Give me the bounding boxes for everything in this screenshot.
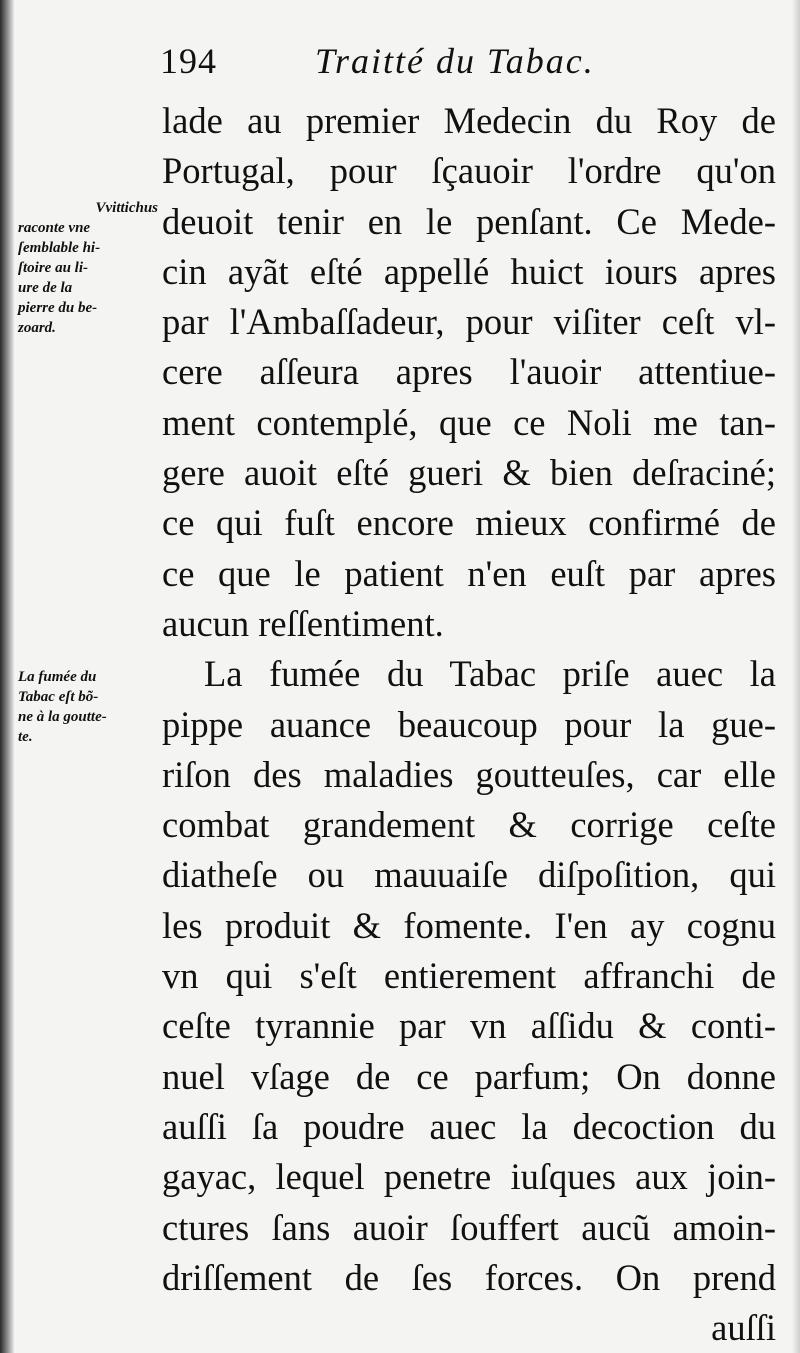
text-line: Portugal, pour ſçauoir l'ordre qu'on xyxy=(162,150,776,192)
margin-note-line: pierre du be- xyxy=(18,300,98,316)
page-header xyxy=(160,40,780,90)
page-number: 194 xyxy=(160,41,217,81)
text-line: pippe auance beaucoup pour la gue- xyxy=(162,703,776,745)
margin-note-line: ne à la goutte- xyxy=(18,709,107,725)
text-line: vn qui s'eſt entierement affranchi de xyxy=(162,955,776,997)
text-line: auſſi ſa poudre auec la decoction du xyxy=(162,1105,776,1147)
margin-note-line: Tabac eſt bõ- xyxy=(18,689,99,705)
page-edge xyxy=(792,0,800,1353)
text-line: par l'Ambaſſadeur, pour viſiter ceſt vl- xyxy=(162,301,776,343)
body-text xyxy=(162,96,776,1353)
running-title: Traitté du Tabac. xyxy=(315,41,595,81)
paragraph-start-line: La fumée du Tabac priſe auec la xyxy=(204,653,776,695)
page-gutter xyxy=(0,0,14,1353)
margin-note-line: La fumée du xyxy=(18,669,97,685)
text-line: nuel vſage de ce parfum; On donne xyxy=(162,1055,776,1097)
margin-note-line: ſtoire au li- xyxy=(18,260,88,276)
text-line: aucun reſſentiment. xyxy=(162,602,444,644)
margin-note-wittichius xyxy=(18,198,158,338)
margin-note-line: Vvittichus xyxy=(95,200,158,216)
text-line: combat grandement & corrige ceſte xyxy=(162,804,776,846)
text-line: riſon des maladies goutteuſes, car elle xyxy=(162,753,776,795)
text-line: driſſement de ſes forces. On prend xyxy=(162,1256,776,1298)
text-line: cin ayãt eſté appellé huict iours apres xyxy=(162,250,776,292)
text-line: diatheſe ou mauuaiſe diſpoſition, qui xyxy=(162,854,776,896)
text-line: ce que le patient n'en euſt par apres xyxy=(162,552,776,594)
text-line: lade au premier Medecin du Roy de xyxy=(162,100,776,141)
text-line: ce qui fuſt encore mieux confirmé de xyxy=(162,502,776,544)
text-line: gayac, lequel penetre iuſques aux join- xyxy=(162,1156,776,1198)
text-line: ment contemplé, que ce Noli me tan- xyxy=(162,401,776,443)
text-line: ctures ſans auoir ſouffert aucũ amoin- xyxy=(162,1206,776,1248)
text-line: deuoit tenir en le penſant. Ce Mede- xyxy=(162,200,776,242)
text-line: les produit & fomente. I'en ay cognu xyxy=(162,904,776,946)
text-line: gere auoit eſté gueri & bien deſraciné; xyxy=(162,452,776,494)
margin-note-line: ure de la xyxy=(18,280,73,296)
margin-note-fumee xyxy=(18,667,158,747)
catchword: auſſi xyxy=(711,1307,776,1349)
margin-note-line: te. xyxy=(18,729,33,745)
margin-note-line: raconte vne xyxy=(18,220,91,236)
margin-note-line: ſemblable hi- xyxy=(18,240,101,256)
text-line: ceſte tyrannie par vn aſſidu & conti- xyxy=(162,1005,776,1047)
margin-note-line: zoard. xyxy=(18,320,56,336)
text-line: cere aſſeura apres l'auoir attentiue- xyxy=(162,351,776,393)
